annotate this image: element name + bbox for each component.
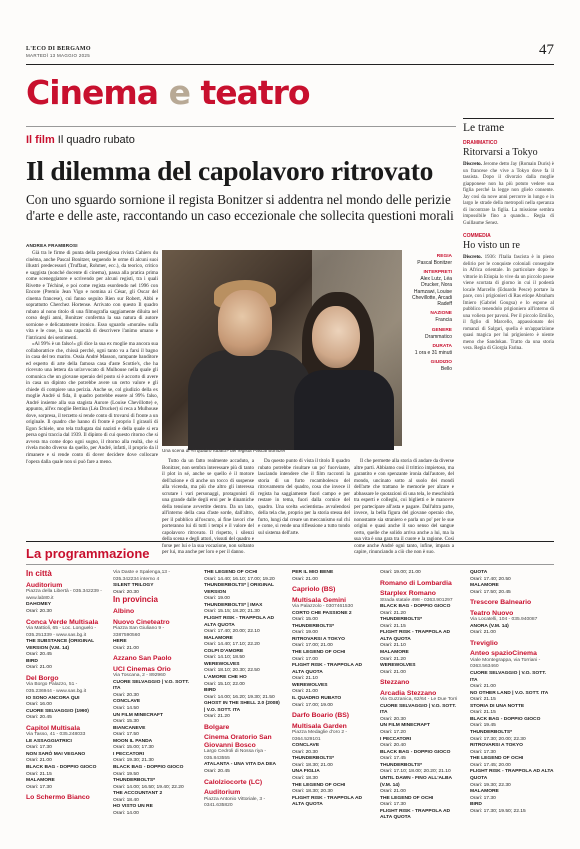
showtimes: Orari: 14.10; 18.50 xyxy=(204,655,245,661)
movie-title: FLIGHT RISK - TRAPPOLA AD ALTA QUOTA xyxy=(380,808,451,821)
listings-column-2 xyxy=(113,570,191,838)
listings-column-3 xyxy=(204,570,282,838)
showtimes: Orari: 21.15 xyxy=(380,623,406,629)
masthead-date: MARTEDÌ 13 MAGGIO 2025 xyxy=(26,53,91,58)
cinema-name: Albino xyxy=(113,608,135,616)
cinema-address: Via Palazzolo - 0307461530 xyxy=(292,604,354,610)
credit-label: GIUDIZIO xyxy=(430,360,452,366)
showtimes: Orari: 18.30 xyxy=(292,775,318,781)
movie-title: DAHOMEY xyxy=(26,602,51,608)
showtimes: Orari: 21.00 xyxy=(292,689,318,695)
showtimes: Orari: 18.30; 21.00 xyxy=(292,762,333,768)
movie-title: STORIA DI UNA NOTTE xyxy=(470,703,525,709)
cinema-name: Azzano San Paolo xyxy=(113,655,172,663)
showtimes: Orari: 17.30 xyxy=(26,784,52,790)
showtimes: Orari: 14.50 xyxy=(113,705,139,711)
showtimes: Orari: 15.30 xyxy=(113,719,139,725)
showtimes: Orari: 15.10; 22.00 xyxy=(204,681,245,687)
cinema-name: Anteo spazioCinema xyxy=(470,650,537,658)
listings-column-1 xyxy=(26,570,104,838)
movie-title: GHOST IN THE SHELL 2.0 (2008) | V.O. SOTT. ITA xyxy=(204,701,280,713)
listings-column-4 xyxy=(292,570,370,838)
showtimes: Orari: 20.45 xyxy=(26,652,52,658)
showtimes: Orari: 17.00; 19.00 xyxy=(292,702,333,708)
movie-title: RITROVARSI A TOKYO xyxy=(470,743,523,749)
kicker-divider xyxy=(26,126,456,127)
movie-title: THUNDERBOLTS* xyxy=(380,762,423,768)
movie-title: CUORE SELVAGGIO | V.O. SOTT. ITA xyxy=(380,703,457,716)
movie-title: MALAMORE xyxy=(380,650,409,655)
showtimes: Orari: 17.30 xyxy=(26,745,52,751)
movie-title: ANORA (V.M. 14) xyxy=(470,623,509,629)
showtimes: Orari: 21.00 xyxy=(113,645,139,651)
showtimes: Orari: 21.00 xyxy=(470,630,496,636)
cinema-address: Piazza San Giuliano 9 - 3387590560 xyxy=(113,625,165,638)
showtimes: Orari: 19.00 xyxy=(292,630,318,636)
cinema-address: Via Guzzanica, 62/64 - Le Due Torri xyxy=(380,697,458,703)
showtimes: Orari: 17.50 xyxy=(113,732,139,738)
plot-rating: Discreto. xyxy=(463,255,482,261)
cinema-name: Conca Verde Multisala xyxy=(26,618,99,626)
cinema-name: Capitol Multisala xyxy=(26,724,81,732)
movie-title: THUNDERBOLTS* xyxy=(292,756,335,762)
movie-title: WEREWOLVES xyxy=(292,682,328,688)
movie-title: CUORE SELVAGGIO | V.O. SOTT. ITA xyxy=(470,670,547,683)
cinema-address: Via Tasso, 41 - 035.248033 xyxy=(26,732,86,738)
showtimes: Orari: 21.00 xyxy=(26,758,52,764)
plot-category: DRAMMATICO xyxy=(463,140,498,146)
showtimes: Orari: 19.45 xyxy=(470,723,496,729)
showtimes: Orari: 17.30; 20.00; 22.30 xyxy=(470,736,526,742)
plot-category: COMMEDIA xyxy=(463,233,491,240)
cinema-name: Auditorium xyxy=(26,581,63,589)
showtimes: Orari: 17.30; 19.50; 22.15 xyxy=(470,808,526,814)
cinema-name: Starplex Romano xyxy=(380,590,436,598)
cinema-name: Treviglio xyxy=(470,639,498,647)
movie-title: THE SUBSTANCE (ORIGINAL VERSION (V.M. 14) xyxy=(26,639,95,651)
movie-title: FLIGHT RISK - TRAPPOLA AD ALTA QUOTA xyxy=(292,663,363,675)
masthead xyxy=(26,46,91,58)
showtimes: Orari: 19.00 xyxy=(204,596,230,602)
showtimes: Orari: 17.40; 20.50 xyxy=(470,576,511,582)
showtimes: Orari: 21.15 xyxy=(470,710,496,716)
plot-description xyxy=(463,255,554,353)
movie-title: UN FILM MINECRAFT xyxy=(380,723,430,729)
cinema-name: Trescore Balneario xyxy=(470,599,532,607)
plot-film-title: Ritorvarsi a Tokyo xyxy=(463,147,538,158)
movie-title: BIRD xyxy=(26,658,38,664)
cinema-name: Del Borgo xyxy=(26,674,59,682)
showtimes: Orari: 19.30; 21.30 xyxy=(113,758,154,764)
sidebar-divider xyxy=(463,118,554,119)
movie-title: THE LEGEND OF OCHI xyxy=(292,782,346,788)
credit-value: Francia xyxy=(435,317,452,324)
showtimes: Orari: 15.00; 17.30 xyxy=(113,745,154,751)
cinema-address: Via Daste e Spalenga,13 - 035.342234 interno 4 xyxy=(113,570,171,582)
actress-face xyxy=(312,306,360,368)
cinema-name: Bolgare xyxy=(204,723,230,731)
listing-area: In provincia xyxy=(113,595,158,605)
article-subhead: Con uno sguardo sornione il regista Bonitzer si addentra nel mondo delle perizie d'arte e delle aste, raccontando un caso eccezionale che sollecita questioni morali xyxy=(26,192,454,223)
movie-title: BIRD xyxy=(204,688,216,694)
byline: ANDREA FRAMBROSI xyxy=(26,243,78,248)
movie-title: THE LEGEND OF OCHI xyxy=(380,795,434,801)
movie-title: THUNDERBOLTS* xyxy=(113,778,156,784)
masthead-name: L'ECO DI BERGAMO xyxy=(26,46,91,52)
showtimes: Orari: 18.30; 20.30 xyxy=(292,789,333,795)
header-divider xyxy=(26,64,554,65)
credit-value: Alex Lutz, Léa Drucker, Nora Hamzawi, Louise Chevillotte, Arcadi Radeff xyxy=(411,276,452,308)
actress-figure xyxy=(294,370,394,450)
movie-title: CONCLAVE xyxy=(113,699,141,705)
cinema-name: Cinema Oratorio San Giovanni Bosco xyxy=(204,734,272,749)
article-column-3 xyxy=(258,458,350,534)
movie-title: IO SONO ANCORA QUI xyxy=(26,695,80,701)
movie-title: THUNDERBOLTS* xyxy=(292,623,335,629)
movie-title: NO OTHER LAND | V.O. SOTT. ITA xyxy=(470,690,549,696)
cinema-name: Lo Schermo Bianco xyxy=(26,794,90,802)
cinema-name: Multisala Garden xyxy=(292,722,347,730)
cinema-address: Via Mattioli, 65 - Loc. Longuelo - 035.251339 - www.sas.bg.it xyxy=(26,625,97,638)
showtimes: Orari: 20.30 xyxy=(113,589,139,595)
showtimes: Orari: 17.30 xyxy=(470,795,496,801)
plot-text: Jerome detto Jay (Romain Duris) è un francese che vive a Tokyo dove fa il tassista. Dopo il divorzio dalla moglie giapponese non ha più potuto vedere sua figlia perché la legge non glielo consente. Jay così da nove anni percorre in lungo e in largo le strade della metropoli nella speranza di incontrare la figlia. La missione sembra impossibile fino a quando... Regia di Guillaume Senez. xyxy=(463,162,555,226)
movie-title: UNTIL DAWN - FINO ALL'ALBA (V.M. 14) xyxy=(380,775,452,788)
cinema-address: Via Borgo Palazzo, 51 - 035.236944 - www.sas.bg.it xyxy=(26,682,87,694)
movie-title: SILENT TRILOGY xyxy=(113,583,154,589)
page-number: 47 xyxy=(539,42,554,58)
cinema-name: UCI Cinemas Orio xyxy=(113,665,171,673)
movie-title: UN FILM MINECRAFT xyxy=(113,712,163,718)
showtimes: Orari: 21.20 xyxy=(380,656,406,662)
showtimes: Orari: 20.30 xyxy=(113,692,139,698)
movie-title: THUNDERBOLTS* xyxy=(470,730,513,735)
movie-title: BLACK BAG - DOPPIO GIOCO xyxy=(380,749,451,755)
showtimes: Orari: 14.00; 16.20; 19.30; 21.50 xyxy=(204,694,275,700)
section-word-2: e xyxy=(168,73,190,112)
showtimes: Orari: 14.00 xyxy=(113,810,139,816)
listings-column-5 xyxy=(380,570,458,838)
article-column-2 xyxy=(162,458,254,556)
showtimes: Orari: 17.45 xyxy=(380,756,406,762)
film-credits xyxy=(406,250,452,372)
body-paragraph: Già tra le firme di punta della prestigiosa rivista Cahiers du cinéma, anche Pascal Bonitzer, seguendo le orme di alcuni suoi illustri predecessori (Truffaut, Rohmer, ecc.), da teorico, critico e saggista (nonché docente di cinema), passa alla pratica prima come sceneggiatore e scrivendo per alcuni registi, tra i quali Rivette e Téchiné, e poi come regista esordendo nel 1996 con Encore (Premio Jean Vigo e nomina ai César, gli Oscar del cinema francese), cui fanno seguito Rien sur Robert, Abbi e soprattutto Cherchez Hortense. Arrivato con questo Il quadro rubato al nono titolo di una filmografia saggiamente diluita nel corso degli anni, Bonitzer conferma la sua natura di autore sornione e delicatamente ironico. Esso sguardo «morale» sulla vita e le cose, la sua capacità di descrivere l'animo umano e l'intricarsi dei sentimenti. xyxy=(26,250,158,341)
photo-caption: Una scena di «Il quadro rubato» del regista Pascal Bonitzer xyxy=(162,448,286,453)
plot-rating: Discreto. xyxy=(463,162,482,168)
cinema-address: Piazza Antonio Vittoriale, 3 - 0341.635820 xyxy=(204,796,266,809)
movie-title: MOON IL PANDA xyxy=(113,738,153,744)
showtimes: Orari: 21.10 xyxy=(292,676,318,682)
cinema-name: Teatro Nuovo xyxy=(470,609,514,617)
showtimes: Orari: 17.45; 20.00 xyxy=(470,762,511,768)
showtimes: Orari: 20.45 xyxy=(26,715,52,721)
showtimes: Orari: 21.15 xyxy=(26,771,52,777)
movie-title: THUNDERBOLTS* xyxy=(380,617,423,623)
showtimes: Orari: 17.50; 20.45 xyxy=(470,589,511,595)
programming-divider xyxy=(26,541,554,542)
movie-title: IL QUADRO RUBATO xyxy=(292,695,342,701)
movie-title: THE LEGEND OF OCHI xyxy=(470,756,524,762)
showtimes: Orari: 21.20 xyxy=(204,714,230,720)
showtimes: Orari: 21.00 xyxy=(26,665,52,671)
cinema-name: Romano di Lombardia xyxy=(380,579,452,587)
movie-title: I PECCATORI xyxy=(380,736,412,742)
movie-title: LE ASSAGGIATRICI xyxy=(26,738,72,744)
movie-title: BLACK BAG - DOPPIO GIOCO xyxy=(26,765,97,771)
showtimes: Orari: 19.00; 21.00 xyxy=(380,570,421,575)
cinema-name: Multisala Gemini xyxy=(292,596,347,604)
movie-title: COLPI D'AMORE xyxy=(204,648,244,654)
article-headline: Il dilemma del capolavoro ritrovato xyxy=(26,155,434,186)
showtimes: Orari: 21.10 xyxy=(380,643,406,649)
movie-title: HERE xyxy=(113,639,127,645)
showtimes: Orari: 17.10; 18.00; 20.20; 21.10 xyxy=(380,769,451,775)
movie-title: L'AMORE CHE HO xyxy=(204,675,247,680)
movie-title: BLACK BAG - DOPPIO GIOCO xyxy=(470,716,541,722)
movie-title: THUNDERBOLTS* | ORIGINAL VERSION xyxy=(204,583,274,595)
body-paragraph: Da questo punto di vista il titolo Il quadro rubato potrebbe risultare un po' fuorviante, lasciando intendere che il film racconti la storia di un furto rocambolesco del ritrovamento del quadro, cosa che invece il regista ha saggiamente fuori campo e per restare in tema, fuori dalla cornice del quadro. Una scelta «scientista» avvalendosi della tela che, proprio per la storia stessa del furto, lungi dal creare un meccanismo sul chi e come, si rende una riflessione a tutto tondo sul sistema dell'arte. xyxy=(258,458,350,536)
showtimes: Orari: 20.30 xyxy=(26,608,52,614)
cinema-name: Stezzano xyxy=(380,679,410,687)
cinema-address: Via Locatelli, 104 - 035.940087 xyxy=(470,617,538,623)
showtimes: Orari: 17.00; 21.00 xyxy=(292,643,333,649)
showtimes: Orari: 17.00 xyxy=(292,656,318,662)
movie-title: QUOTA xyxy=(470,570,488,575)
sidebar-le-trame xyxy=(463,122,554,532)
showtimes: Orari: 21.00 xyxy=(380,669,406,675)
movie-title: FLIGHT RISK - TRAPPOLA AD ALTA QUOTA xyxy=(204,615,275,628)
cinema-name: Capriolo (BS) xyxy=(292,586,336,594)
movie-title: CORTO CHE PASSIONE 2 xyxy=(292,610,352,616)
credit-value: Drammatico xyxy=(425,333,452,340)
movie-title: THE LEGEND OF OCHI xyxy=(204,570,258,575)
showtimes: Orari: 19.50 xyxy=(113,771,139,777)
movie-title: NON SARÒ MAI VEGANO xyxy=(26,751,86,757)
credit-label: DURATA xyxy=(432,343,452,349)
movie-title: WEREWOLVES xyxy=(380,663,416,669)
movie-title: BIANCANEVE xyxy=(113,725,146,731)
body-paragraph: «Al 99% è un falso!» gli dice la sua ex moglie ma ancora sua collaboratrice che, chissà perché, ogni tanto va a farsi il bagno in casa del tex marito. Ossia André Masson, rampante banditore ed esperto di arte della famosa casa d'aste Scottie's, che ha ricevuto una lettera da un'avvocato di Mulhouse nella quale gli comunica che un giovane operaio del posto si è accorto di avere in casa un dipinto che potrebbe avere un certo valore e gli chiede di compiere una perizia. Anche se, col giudizio della ex moglie André si fida, il quadro potrebbe essere al 99% falso, André insieme alla sua stagista Aurore (Louise Chevillotte) e, appunto, all'ex moglie Bertina (Léa Drucker) si reca a Mulhouse dove, sorpresa, il terzetto si rende conto di trovarsi di fronte a un originale. Il quadro che hanno di fronte è proprio I girasoli di Egon Schiele, uno tela trafugata dai nazisti e della quale si era persa ogni traccia dal 1939. Il dipinto di cui questo ritorno che si avvera ma come dopo ogni sogno, il ritorno alla realtà, che si rivela molto diverso da quello, per André, infatti, il proprio da il rimanere e si rende conto di dover decidere dove collocare l'opera dalla quale non si può fare a meno. xyxy=(26,341,158,465)
body-paragraph: Tutto da un fatto realmente accaduto, a Bonitzer, non sembra interessare più di tanto il plot in sé, anche se quello è il motore dell'azione e di anche un tocco di suspense alla vicenda, ma più che altro gli interessa scrutare i vari personaggi, protagonisti di una grande dalle degli eroi per le dinamiche della tensione avvertite dentro. Da un lato, all'interno della casa d'aste sorde, dall'altro, per il pubblico all'oscuro, ai fine lavori che porteranno lui di tutti i tempi e il valore del capolavoro ritrovato. Il rispetto, i silenzi della scena e degli attori, vissuti del quadro e forse per lui e la sua vocazione, non soltanto per lui, ma anche per loro e per il danno. xyxy=(162,458,254,556)
movie-title: THUNDERBOLTS* | IMAX xyxy=(204,602,263,608)
showtimes: Orari: 18.10; 20.30; 22.50 xyxy=(204,668,260,674)
cinema-address: Piazza della Libertà - 035.342239 - www.lab80.it xyxy=(26,589,102,601)
article-column-1 xyxy=(26,250,158,532)
credit-label: REGIA xyxy=(436,254,452,259)
movie-title: CUORE SELVAGGIO (1990) xyxy=(26,708,89,714)
showtimes: Orari: 20.40 xyxy=(380,743,406,749)
cinema-name: Nuovo Cineteatro xyxy=(113,618,170,626)
showtimes: Orari: 21.20 xyxy=(380,610,406,616)
body-paragraph: Il che permette alla storia di andare da diverse altre parti. Abbiamo così il trittico impietoso, ma garantito e con spenzante ironia dall'autore, del mondo, uncinato sotto al suolo dei mondi dell'arte che trattano le memorie per alzare e abbassare le quotazioni di una tela, le meschinità tra esperti e colleghi, coi biglietti e le manovre per partecipare all'asta e pagare. Dall'altra parte, invece, la bella figura del giovane operaio che, nonostante sia straniero e parla un po' per le sue origini e quasi anche il suo senso del sangue certo, quelle che solido arriva anche a lui, ma la sua vita è una gara tra il cuore e la ragione. Così come anche André ogni tanto, infine, impara a capire, rinunciando a ciò che non è suo. xyxy=(354,458,454,556)
article-kicker xyxy=(26,135,135,146)
credit-value: 1 ora e 31 minuti xyxy=(414,349,452,356)
cinema-address: Via Toscana, 2 - 892960 xyxy=(113,673,166,679)
section-title xyxy=(26,73,310,112)
article-photo xyxy=(162,250,402,446)
cinema-name: Darfo Boario (BS) xyxy=(292,712,350,720)
movie-title: FLIGHT RISK - TRAPPOLA AD ALTA QUOTA xyxy=(292,795,363,808)
showtimes: Orari: 14.00; 16.50; 19.40; 22.20 xyxy=(113,784,184,790)
movie-title: THE LEGEND OF OCHI xyxy=(292,650,346,655)
cinema-name: Arcadia Stezzano xyxy=(380,689,437,697)
showtimes: Orari: 15.00 xyxy=(292,617,318,623)
movie-title: CONCLAVE xyxy=(292,743,320,749)
movie-title: BLACK BAG - DOPPIO GIOCO xyxy=(113,765,184,771)
listings-column-6 xyxy=(470,570,554,838)
movie-title: MALAMORE xyxy=(204,635,233,641)
showtimes: Orari: 20.30 xyxy=(380,716,406,722)
cinema-address: Viale Montegrappa, via Torriani - 0363.563460 xyxy=(470,657,541,670)
kicker-label: Il film xyxy=(26,134,55,146)
movie-title: ATALANTA - UNA VITA DA DEA xyxy=(204,762,276,768)
programming-subdivider xyxy=(26,564,554,565)
kicker-topic: Il quadro rubato xyxy=(57,134,135,146)
cinema-address: Largo Cedroli di Nossa riya - 035.843555 xyxy=(204,749,266,761)
credit-label: NAZIONE xyxy=(430,311,452,317)
movie-title: WEREWOLVES xyxy=(204,661,240,667)
showtimes: Orari: 21.00 xyxy=(470,684,496,690)
showtimes: Orari: 15.15; 18.20; 21.30 xyxy=(204,609,260,615)
movie-title: RITROVARSI A TOKYO xyxy=(292,636,345,642)
section-word-1: Cinema xyxy=(26,73,159,112)
plot-description xyxy=(463,162,554,227)
movie-title: BLACK BAG - DOPPIO GIOCO xyxy=(380,604,451,610)
movie-title: HO VISTO UN RE xyxy=(113,804,153,810)
showtimes: Orari: 16.00 xyxy=(26,702,52,708)
listing-area: In città xyxy=(26,569,52,578)
showtimes: Orari: 20.30 xyxy=(292,749,318,755)
plot-film-title: Ho visto un re xyxy=(463,240,520,252)
credit-value: Pascal Bonitzer xyxy=(417,259,452,266)
movie-title: FLIGHT RISK - TRAPPOLA AD ALTA QUOTA xyxy=(380,630,451,642)
showtimes: Orari: 21.15 xyxy=(470,697,496,703)
movie-title: MALAMORE xyxy=(26,778,55,784)
showtimes: Orari: 19.30; 22.30 xyxy=(470,782,511,788)
credit-label: GENERE xyxy=(431,327,452,333)
cinema-name: Auditorium xyxy=(204,789,241,797)
credit-value: Bello xyxy=(440,366,452,373)
section-word-3: teatro xyxy=(200,73,310,112)
movie-title: MALAMORE xyxy=(470,583,499,589)
credit-label: INTERPRETI xyxy=(423,270,452,276)
movie-title: MALAMORE xyxy=(470,789,499,795)
showtimes: Orari: 17.20 xyxy=(380,730,406,735)
showtimes: Orari: 21.00 xyxy=(380,789,406,795)
showtimes: Orari: 14.40; 17.10; 22.20 xyxy=(204,642,260,648)
plot-text: 1936: l'Italia fascista è in pieno delirio per le conquiste coloniali conseguite in Africa orientale. In particolare dopo le vittorie in Etiopia lo vive da un piccolo paese viene scortata di giorno in cui il podestà locale Marcello (Edoardo Pesce) portare la pace, con i prigionieri di Ras etiope Abraham Imiero (Gabriel Gougsa) e lo espone al pubblico tenendolo prigioniero all'interno di una voliera per pavoni. Per il piccolo Emilio, il figlio di Marcello, appassionato dei romanzi di Salgari, quella è un'apparizione quasi magica per lui prigioniero è niente meno che Sandokan. Tratto da una storia vera. Regia di Giorgia Farina. xyxy=(463,255,554,352)
cinema-address: Strada statale 498 - 0363.901297 xyxy=(380,597,453,603)
article-column-4 xyxy=(354,458,454,556)
movie-title: THE ACCOUNTANT 2 xyxy=(113,791,163,797)
showtimes: Orari: 17.40; 20.00; 22.10 xyxy=(204,629,260,635)
movie-title: UNA FIGLIA xyxy=(292,769,320,775)
movie-title: FLIGHT RISK - TRAPPOLA AD ALTA QUOTA xyxy=(470,769,554,781)
cinema-name: Calolziocorte (LC) xyxy=(204,778,263,786)
showtimes: Orari: 14.40; 16.10; 17.00; 19.20 xyxy=(204,576,275,582)
cinema-address: Piazza Medaglie d'oro 2 - 0364.529101 xyxy=(292,730,348,742)
showtimes: Orari: 17.30 xyxy=(470,749,496,755)
page-header xyxy=(26,42,554,58)
actor-face xyxy=(218,290,272,356)
showtimes: Orari: 17.30 xyxy=(380,802,406,808)
showtimes: Orari: 18.40 xyxy=(113,797,139,803)
movie-title: PER IL MIO BENE xyxy=(292,570,334,575)
showtimes: Orari: 21.00 xyxy=(292,576,318,582)
movie-title: CUORE SELVAGGIO | V.O. SOTT. ITA xyxy=(113,679,190,692)
programming-title: La programmazione xyxy=(26,546,150,561)
movie-title: BIRD xyxy=(470,802,482,808)
showtimes: Orari: 20.45 xyxy=(204,769,230,775)
sidebar-title: Le trame xyxy=(463,122,505,134)
movie-title: I PECCATORI xyxy=(113,751,145,757)
